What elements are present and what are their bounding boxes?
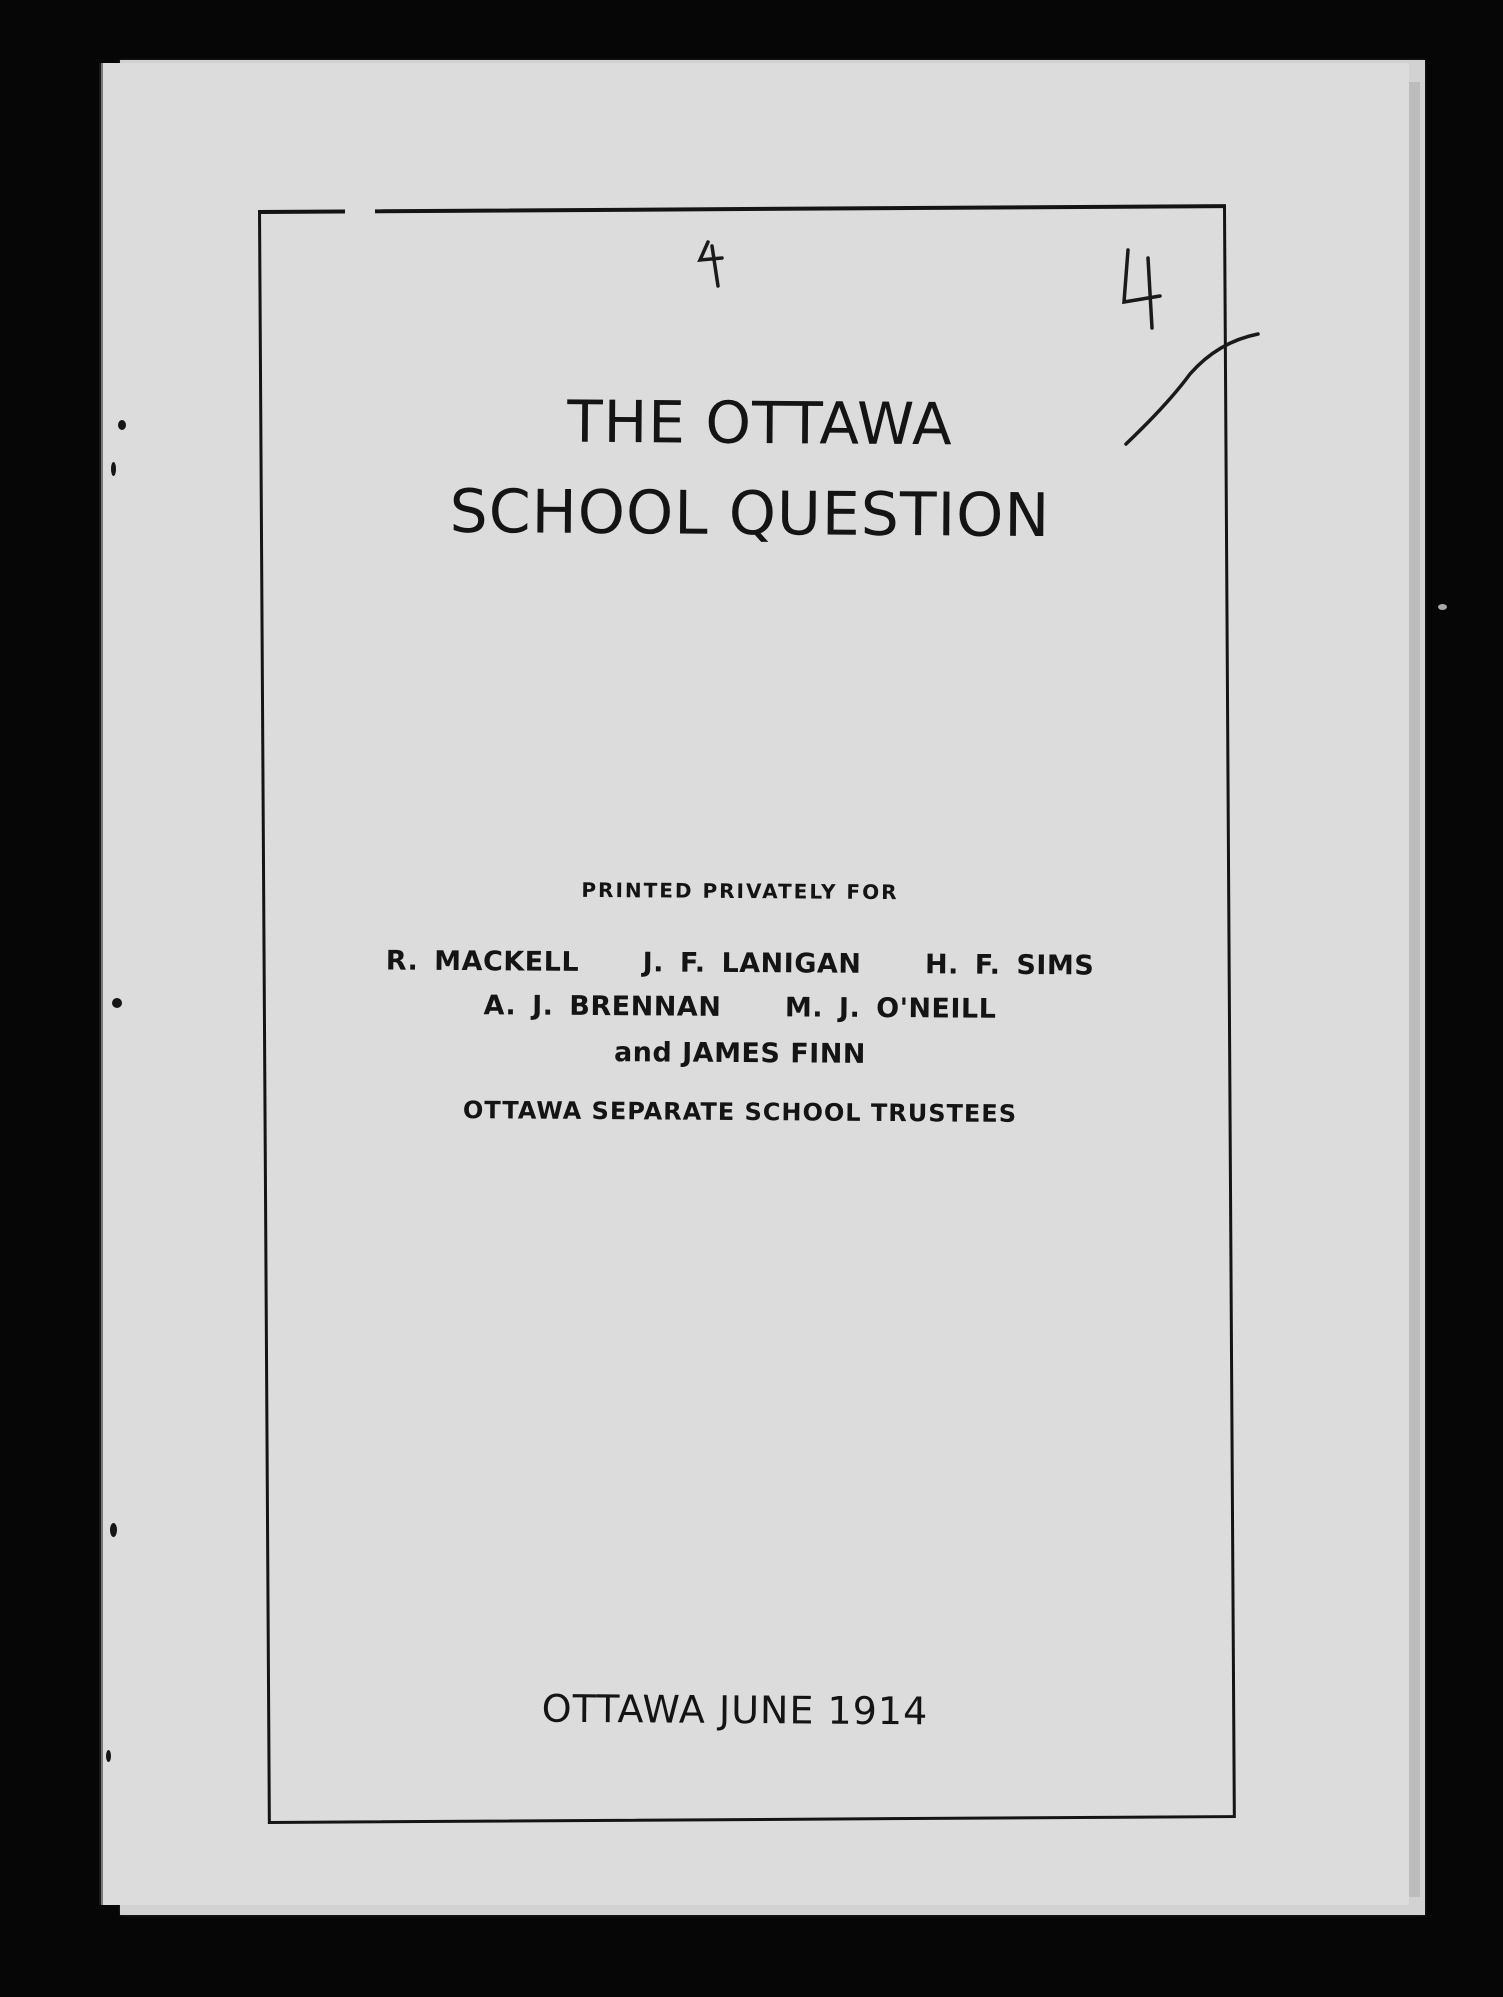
title-line-1: THE OTTAWA xyxy=(567,387,953,459)
scan-speck xyxy=(106,1750,111,1762)
handwritten-mark-top xyxy=(690,236,750,300)
scan-speck xyxy=(118,420,126,430)
scan-speck xyxy=(1438,604,1447,610)
trustees-caption: OTTAWA SEPARATE SCHOOL TRUSTEES xyxy=(462,1096,1018,1128)
printed-for-label: PRINTED PRIVATELY FOR xyxy=(581,877,899,905)
trustee-names-line-2: A. J. BRENNAN M. J. O'NEILL xyxy=(483,990,997,1025)
imprint-line: OTTAWA JUNE 1914 xyxy=(541,1686,929,1734)
handwritten-four-icon xyxy=(690,236,750,296)
scan-speck xyxy=(110,1523,117,1537)
scan-speck xyxy=(112,998,122,1008)
trustee-names-line-1: R. MACKELL J. F. LANIGAN H. F. SIMS xyxy=(385,945,1095,982)
page-left-edge xyxy=(99,63,103,1905)
title-line-2: SCHOOL QUESTION xyxy=(449,476,1051,552)
scan-speck xyxy=(111,462,116,476)
trustee-names-line-3: and JAMES FINN xyxy=(613,1037,867,1070)
border-frame-gap xyxy=(345,203,375,215)
